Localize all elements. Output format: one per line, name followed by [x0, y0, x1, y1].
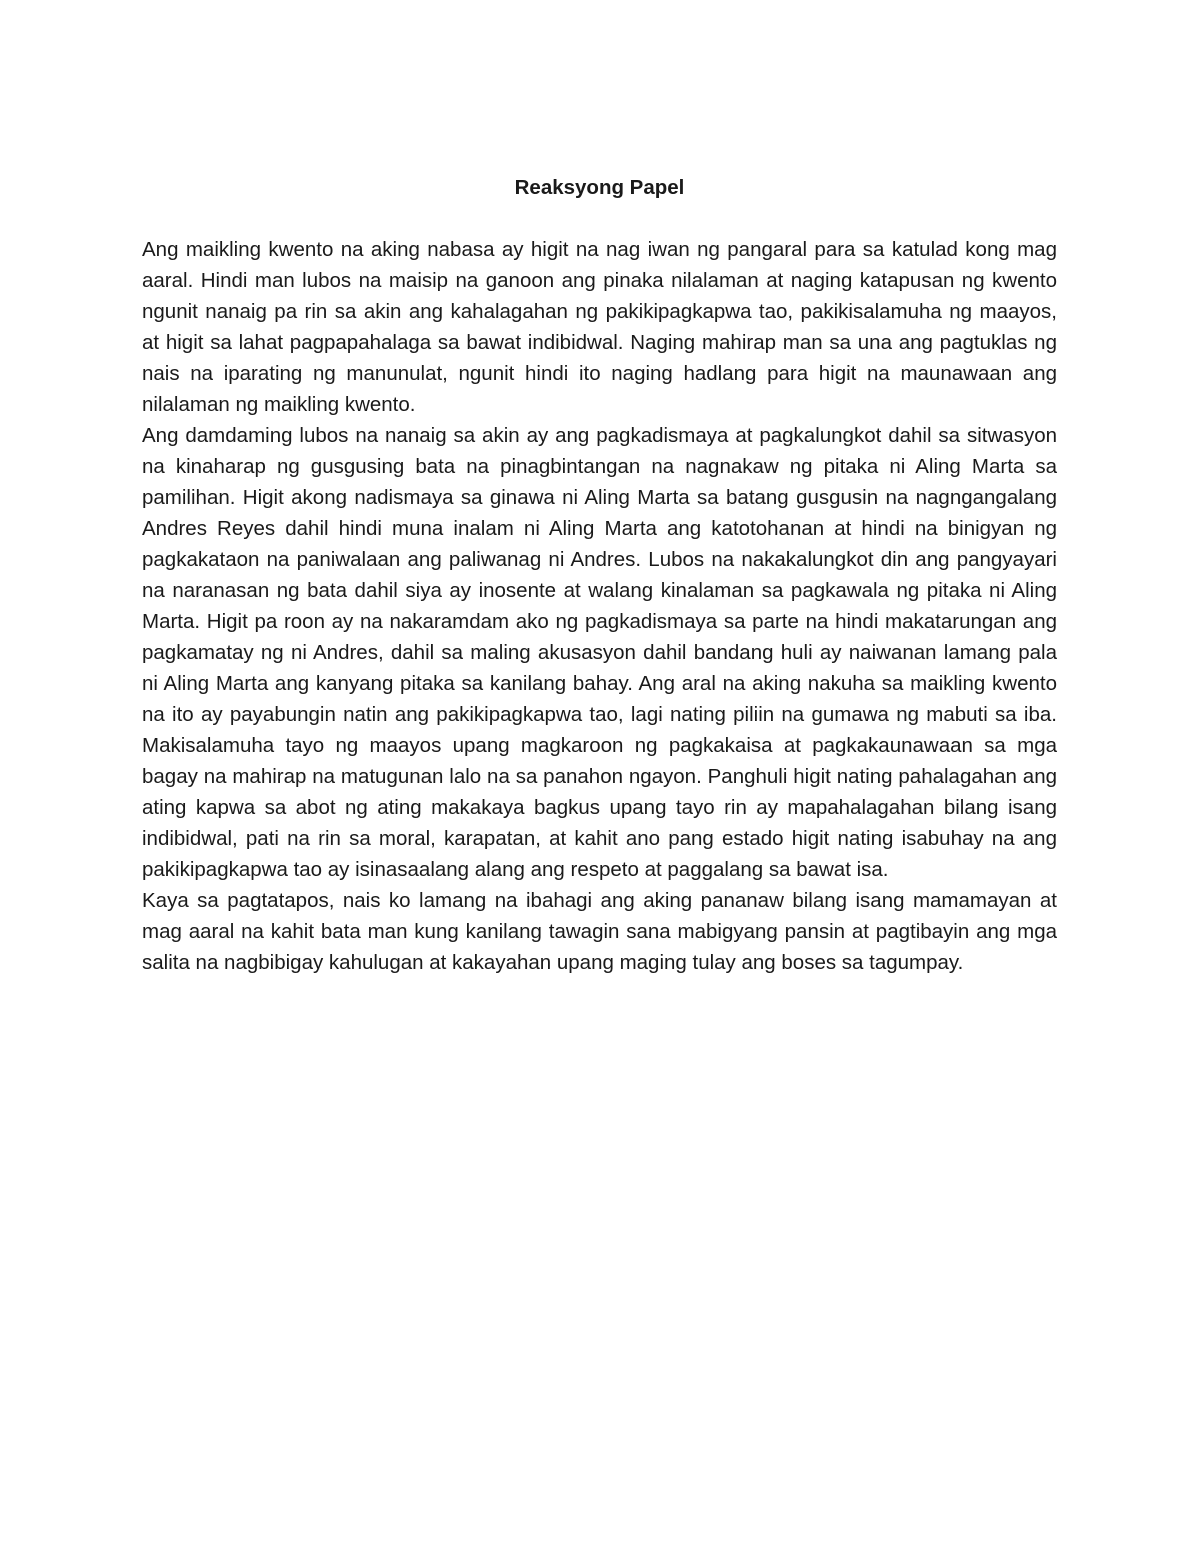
document-body — [142, 172, 1057, 978]
document-title: Reaksyong Papel — [514, 176, 685, 199]
paragraph-conclusion: Kaya sa pagtatapos, nais ko lamang na ibahagi ang aking pananaw bilang isang mamamayan at mag aaral na kahit bata man kung kanilang tawagin sana mabigyang pansin at pagtibayin ang mga salita na nagbibigay kahulugan at kakayahan upang maging tulay ang boses sa tagumpay. — [142, 889, 1057, 974]
paragraph-reaction: Ang damdaming lubos na nanaig sa akin ay ang pagkadismaya at pagkalungkot dahil sa sitwasyon na kinaharap ng gusgusing bata na pinagbintangan na nagnakaw ng pitaka ni Aling Marta sa pamilihan. Higit akong nadismaya sa ginawa ni Aling Marta sa batang gusgusin na nagngangalang Andres Reyes dahil hindi muna inalam ni Aling Marta ang katotohanan at hindi na binigyan ng pagkakataon na paniwalaan ang paliwanag ni Andres. Lubos na nakakalungkot din ang pangyayari na naranasan ng bata dahil siya ay inosente at walang kinalaman sa pagkawala ng pitaka ni Aling Marta. Higit pa roon ay na nakaramdam ako ng pagkadismaya sa parte na hindi makatarungan ang pagkamatay ng ni Andres, dahil sa maling akusasyon dahil bandang huli ay naiwanan lamang pala ni Aling Marta ang kanyang pitaka sa kanilang bahay. Ang aral na aking nakuha sa maikling kwento na ito ay payabungin natin ang pakikipagkapwa tao, lagi nating piliin na gumawa ng mabuti sa iba. Makisalamuha tayo ng maayos upang magkaroon ng pagkakaisa at pagkakaunawaan sa mga bagay na mahirap na matugunan lalo na sa panahon ngayon. Panghuli higit nating pahalagahan ang ating kapwa sa abot ng ating makakaya bagkus upang tayo rin ay mapahalagahan bilang isang indibidwal, pati na rin sa moral, karapatan, at kahit ano pang estado higit nating isabuhay na ang pakikipagkapwa tao ay isinasaalang alang ang respeto at paggalang sa bawat isa. — [142, 424, 1057, 881]
paragraph-introduction: Ang maikling kwento na aking nabasa ay higit na nag iwan ng pangaral para sa katulad kong mag aaral. Hindi man lubos na maisip na ganoon ang pinaka nilalaman at naging katapusan ng kwento ngunit nanaig pa rin sa akin ang kahalagahan ng pakikipagkapwa tao, pakikisalamuha ng maayos, at higit sa lahat pagpapahalaga sa bawat indibidwal. Naging mahirap man sa una ang pagtuklas ng nais na iparating ng manunulat, ngunit hindi ito naging hadlang para higit na maunawaan ang nilalaman ng maikling kwento. — [142, 238, 1057, 416]
